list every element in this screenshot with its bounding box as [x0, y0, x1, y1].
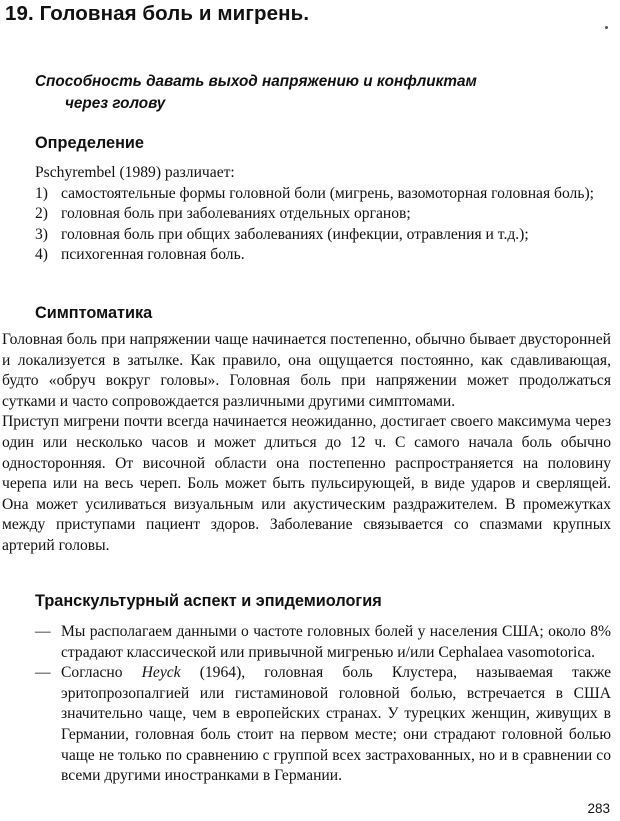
dash-marker: —: [35, 664, 51, 682]
item-text: психогенная головная боль.: [61, 246, 245, 264]
item-text: головная боль при заболеваниях отдельных органов;: [61, 205, 411, 223]
definition-item: [35, 184, 613, 205]
definition-item: [35, 245, 613, 266]
subtitle-line-2: через голову: [65, 95, 166, 112]
symptoms-paragraph: Приступ мигрени почти всегда начинается неожиданно, достигает своего максимума через один или несколько часов и может длиться до 12 ч. С самого начала боль обычно односторонняя. От височной области она постепенно распространяется на половину черепа или на весь череп. Боль может быть пульсирующей, в виде ударов и сверлящей. Она может усиливаться визуальным или акустическим раздражителем. В промежутках между приступами пациент здоров. Заболевание связывается со спазмами крупных артерий головы.: [2, 413, 611, 554]
author-name: Heyck: [141, 664, 181, 682]
item-text: самостоятельные формы головной боли (мигрень, вазомоторная головная боль);: [61, 184, 594, 202]
page-mark: [605, 26, 608, 29]
subtitle-line-1: Способность давать выход напряжению и конфликтам: [35, 73, 477, 90]
item-text: головная боль при общих заболеваниях (инфекции, отравления и т.д.);: [61, 225, 529, 243]
definition-heading: Определение: [35, 134, 144, 152]
definition-intro: Pschyrembel (1989) различает:: [35, 164, 235, 181]
dash-marker: —: [35, 623, 51, 640]
list-item: — Согласно Heyck (1964), головная боль Клустера, называемая также эритопрозопалгией или гистаминовой головной болью, встречается в США значительно чаще, чем в европейских странах. У турецких женщин, живущих в Германии, головная боль стоит на первом месте; они страдают головной болью чаще не только по сравнению с группой всех застрахованных, но и в сравнении со всеми другими иностранками в Германии.: [35, 664, 611, 785]
definition-item: [35, 204, 613, 225]
list-item: — Мы располагаем данными о частоте головных болей у населения США; около 8% страдают классической или привычной мигренью и/или Cephalaea vasomotorica.: [35, 623, 611, 661]
section-subtitle: [35, 71, 477, 115]
item-number: 4): [35, 246, 48, 264]
chapter-title: 19. Головная боль и мигрень.: [5, 2, 310, 25]
symptoms-block: [2, 330, 611, 557]
definition-item: [35, 225, 613, 246]
symptoms-heading: Симптоматика: [35, 304, 153, 322]
definition-block: [35, 163, 613, 266]
item-number: 2): [35, 205, 48, 223]
item-number: 1): [35, 184, 48, 202]
item-number: 3): [35, 225, 48, 243]
symptoms-paragraph: Головная боль при напряжении чаще начинается постепенно, обычно бывает двусторонней и локализуется в затылке. Как правило, она ощущается постоянно, как сдавливающая, будто «обруч вокруг головы». Головная боль при напряжении может продолжаться сутками и часто сопровождается различными другими симптомами.: [2, 331, 611, 410]
page-number: 283: [587, 801, 610, 816]
transcultural-heading: Транскультурный аспект и эпидемиология: [35, 592, 382, 610]
transcultural-block: [35, 622, 611, 787]
